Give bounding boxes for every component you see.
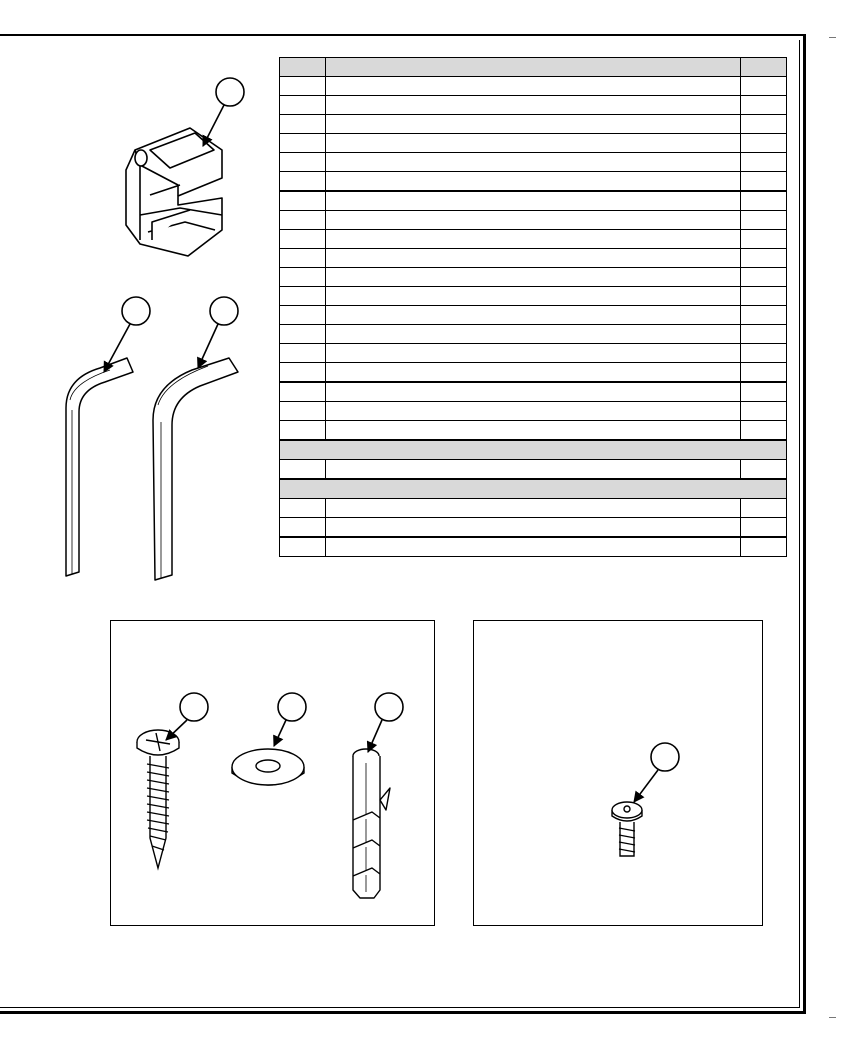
hardware-box-wall-mount <box>110 620 435 926</box>
callout-circle-hex-key-small <box>122 297 150 325</box>
hardware-box-machine-screw <box>473 620 763 926</box>
callout-circle-hex-key-large <box>210 297 238 325</box>
callout-circle-clip <box>216 78 244 106</box>
hex-key-small-drawing <box>66 358 133 576</box>
cable-clip-drawing <box>126 128 222 256</box>
hex-key-large-drawing <box>153 358 238 580</box>
